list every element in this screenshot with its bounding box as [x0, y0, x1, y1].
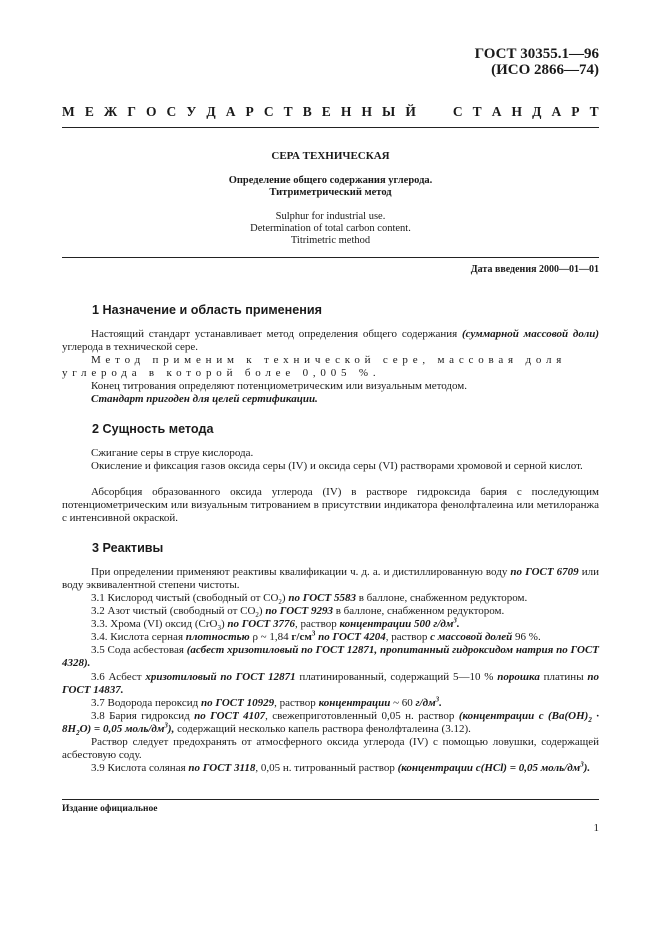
banner-letter: В [302, 104, 312, 119]
text: ~ 60 [390, 697, 416, 709]
section-2-para-3: Абсорбция образованного оксида углерода (IV) в растворе гидроксида бария с последующим потенциометрическим или визуальным титрованием в присутствии индикатора фенолфталеина или метилоранжа с интенсивной окраской. [62, 486, 599, 525]
text-emphasis: порошка [497, 671, 540, 683]
item-3-4 [62, 631, 599, 644]
banner-letter: Е [321, 104, 331, 119]
banner-letter: У [186, 104, 197, 119]
superscript: 3 [311, 629, 316, 638]
text: платинированный, содержащий 5—10 % [295, 671, 498, 683]
subscript: 2 [255, 611, 259, 620]
top-rule [62, 127, 599, 128]
subscript: 3 [217, 624, 221, 633]
superscript: 3 [164, 721, 168, 730]
subscript: 2 [278, 598, 282, 607]
footer-rule [62, 799, 599, 800]
text: ) [281, 592, 289, 604]
banner-letter: О [145, 104, 157, 119]
english-title [62, 211, 599, 247]
text-emphasis: по ГОСТ 6709 [510, 566, 579, 578]
text-emphasis: (асбест хризотиловый по ГОСТ 12871, пропитанный гидроксидом натрия по ГОСТ 4328). [62, 644, 600, 670]
banner-letter: С [166, 104, 177, 119]
text: , раствор [385, 631, 431, 643]
banner-letter: Т [589, 104, 599, 119]
banner-letter: А [491, 104, 502, 119]
gost-number: ГОСТ 30355.1—96 [474, 46, 599, 62]
banner-letter: Р [245, 104, 254, 119]
section-2-para-1: Сжигание серы в струе кислорода. [91, 447, 254, 459]
banner-letter: С [452, 104, 463, 119]
text-emphasis: концентрации 500 г/дм [339, 618, 454, 630]
text-emphasis: г/дм [415, 697, 436, 709]
banner-letter: Н [340, 104, 352, 119]
section-2-heading: 2 Сущность метода [92, 422, 214, 436]
superscript: 3 [453, 616, 457, 625]
title-rule [62, 257, 599, 258]
banner-letter: А [551, 104, 562, 119]
text: 3.6 Асбест [91, 671, 146, 683]
text: 3.8 Бария гидроксид [91, 710, 195, 722]
text-emphasis: по ГОСТ 4107 [194, 710, 266, 722]
text: платины [539, 671, 588, 683]
text: 3.7 Водорода пероксид [91, 697, 201, 709]
text-emphasis: с массовой долей [430, 631, 513, 643]
text: ) [220, 618, 228, 630]
english-title-line-2: Determination of total carbon content. [250, 223, 411, 234]
superscript: 3 [580, 760, 584, 769]
banner-letter: Р [571, 104, 580, 119]
section-1-para-4: Стандарт пригоден для целей сертификации. [91, 393, 318, 405]
text: 3.9 Кислота соляная [91, 762, 189, 774]
item-3-8-note: Раствор следует предохранять от атмосферного оксида углерода (IV) с помощью ловушки, содержащей асбестовую соду. [62, 736, 599, 762]
iso-number: (ИСО 2866—74) [491, 62, 599, 78]
text-emphasis: по ГОСТ 9293 [265, 605, 333, 617]
section-1-heading: 1 Назначение и область применения [92, 303, 322, 317]
banner-letter: Г [127, 104, 136, 119]
official-edition-label: Издание официальное [62, 804, 158, 814]
item-3-8 [62, 710, 599, 736]
section-3-heading: 3 Реактивы [92, 541, 164, 555]
text-emphasis: O) = 0,05 моль/дм [79, 723, 165, 736]
doc-subtitle [62, 175, 599, 199]
banner-letter: Н [361, 104, 372, 119]
text: углерода в технической сере. [62, 341, 199, 354]
banner-gap [426, 104, 429, 120]
banner-letter: Е [84, 104, 94, 119]
text-emphasis: по ГОСТ 3776 [227, 618, 296, 630]
subscript: 2 [76, 729, 80, 738]
text: 3.4. Кислота серная [91, 631, 186, 643]
text: , раствор [295, 618, 340, 630]
section-3-intro [62, 566, 599, 592]
text-emphasis: · 8H [62, 710, 600, 736]
text-emphasis: концентрации [318, 697, 391, 709]
banner-letter: М [62, 104, 75, 119]
page-number: 1 [593, 822, 599, 834]
text: ρ ~ 1,84 [249, 631, 292, 643]
section-1-para-2: Метод применим к технической сере, массовая доля углерода в которой более 0,005 %. [62, 354, 567, 380]
doc-title: СЕРА ТЕХНИЧЕСКАЯ [271, 150, 390, 162]
section-1-para-3: Конец титрования определяют потенциометрическим или визуальным методом. [91, 380, 468, 392]
text-emphasis: ), [167, 723, 175, 736]
section-1-para-1 [62, 328, 599, 354]
text: 3.2 Азот чистый (свободный от CO [91, 605, 256, 617]
banner-letter: Д [532, 104, 542, 119]
banner-letter: Й [405, 104, 416, 119]
subtitle-line-2: Титриметрический метод [269, 187, 392, 198]
item-3-6 [62, 671, 599, 697]
text-emphasis: хризотиловый по ГОСТ 12871 [145, 671, 296, 683]
banner-letter: Н [511, 104, 523, 119]
text: , раствор [274, 697, 319, 709]
text: 3.3. Хрома (VI) оксид (CrO [91, 618, 218, 630]
gost-code [475, 46, 599, 78]
text: . [439, 697, 442, 709]
text-emphasis: (концентрации с (Ba(OH) [458, 710, 589, 722]
section-2-para-2: Окисление и фиксация газов оксида серы (IV) и оксида серы (VI) растворами хромовой и серной кислот. [91, 460, 583, 472]
item-3-7 [62, 697, 599, 710]
text: 3.1 Кислород чистый (свободный от CO [91, 592, 279, 604]
text-emphasis: ). [583, 762, 591, 774]
text: 96 %. [512, 631, 541, 643]
text: 3.5 Сода асбестовая [91, 644, 187, 656]
text-emphasis: по ГОСТ 14837. [62, 671, 600, 697]
text-emphasis: по ГОСТ 10929 [200, 697, 275, 709]
text-bold: г/см [291, 631, 312, 643]
text-emphasis: плотностью [185, 631, 250, 643]
subtitle-line-1: Определение общего содержания углерода. [228, 175, 433, 186]
text: или воду эквивалентной степени чистоты. [62, 566, 600, 592]
text: содержащий несколько капель раствора фенолфталеина (3.12). [174, 723, 471, 736]
item-3-3 [62, 618, 599, 631]
text: , 0,05 н. титрованный раствор [255, 762, 398, 774]
text: ) [258, 605, 266, 617]
text: . [456, 618, 460, 630]
text-emphasis: по ГОСТ 5583 [288, 592, 356, 604]
text: Настоящий стандарт устанавливает метод определения общего содержания [91, 328, 462, 340]
banner-letter: Т [472, 104, 482, 119]
english-title-line-1: Sulphur for industrial use. [275, 211, 386, 222]
banner-letter: Т [283, 104, 293, 119]
text: При определении применяют реактивы квалификации ч. д. а. и дистиллированную воду [91, 566, 511, 578]
item-3-5 [62, 644, 599, 670]
banner-letter: Д [206, 104, 216, 119]
date-introduction: Дата введения 2000—01—01 [470, 264, 599, 275]
banner-letter: Ж [103, 104, 118, 119]
english-title-line-3: Titrimetric method [290, 235, 371, 246]
banner-gap [439, 104, 442, 120]
banner-letter: С [263, 104, 274, 119]
text-emphasis: по ГОСТ 3118 [188, 762, 256, 774]
item-3-1 [62, 592, 599, 605]
text-emphasis: по ГОСТ 4204 [315, 631, 386, 643]
text: в баллоне, снабженном редуктором. [332, 605, 505, 617]
text-emphasis: (концентрации c(HCl) = 0,05 моль/дм [397, 762, 581, 774]
text: в баллоне, снабженном редуктором. [355, 592, 528, 604]
text-emphasis: (суммарной массовой доли) [462, 328, 600, 340]
banner-letter: А [225, 104, 236, 119]
subscript: 2 [588, 716, 592, 725]
text: , свежеприготовленный 0,05 н. раствор [265, 710, 459, 722]
banner-letter: Ы [382, 104, 396, 119]
superscript: 3 [435, 695, 440, 704]
item-3-9 [62, 762, 599, 775]
standard-banner [62, 104, 599, 120]
item-3-2 [62, 605, 599, 618]
